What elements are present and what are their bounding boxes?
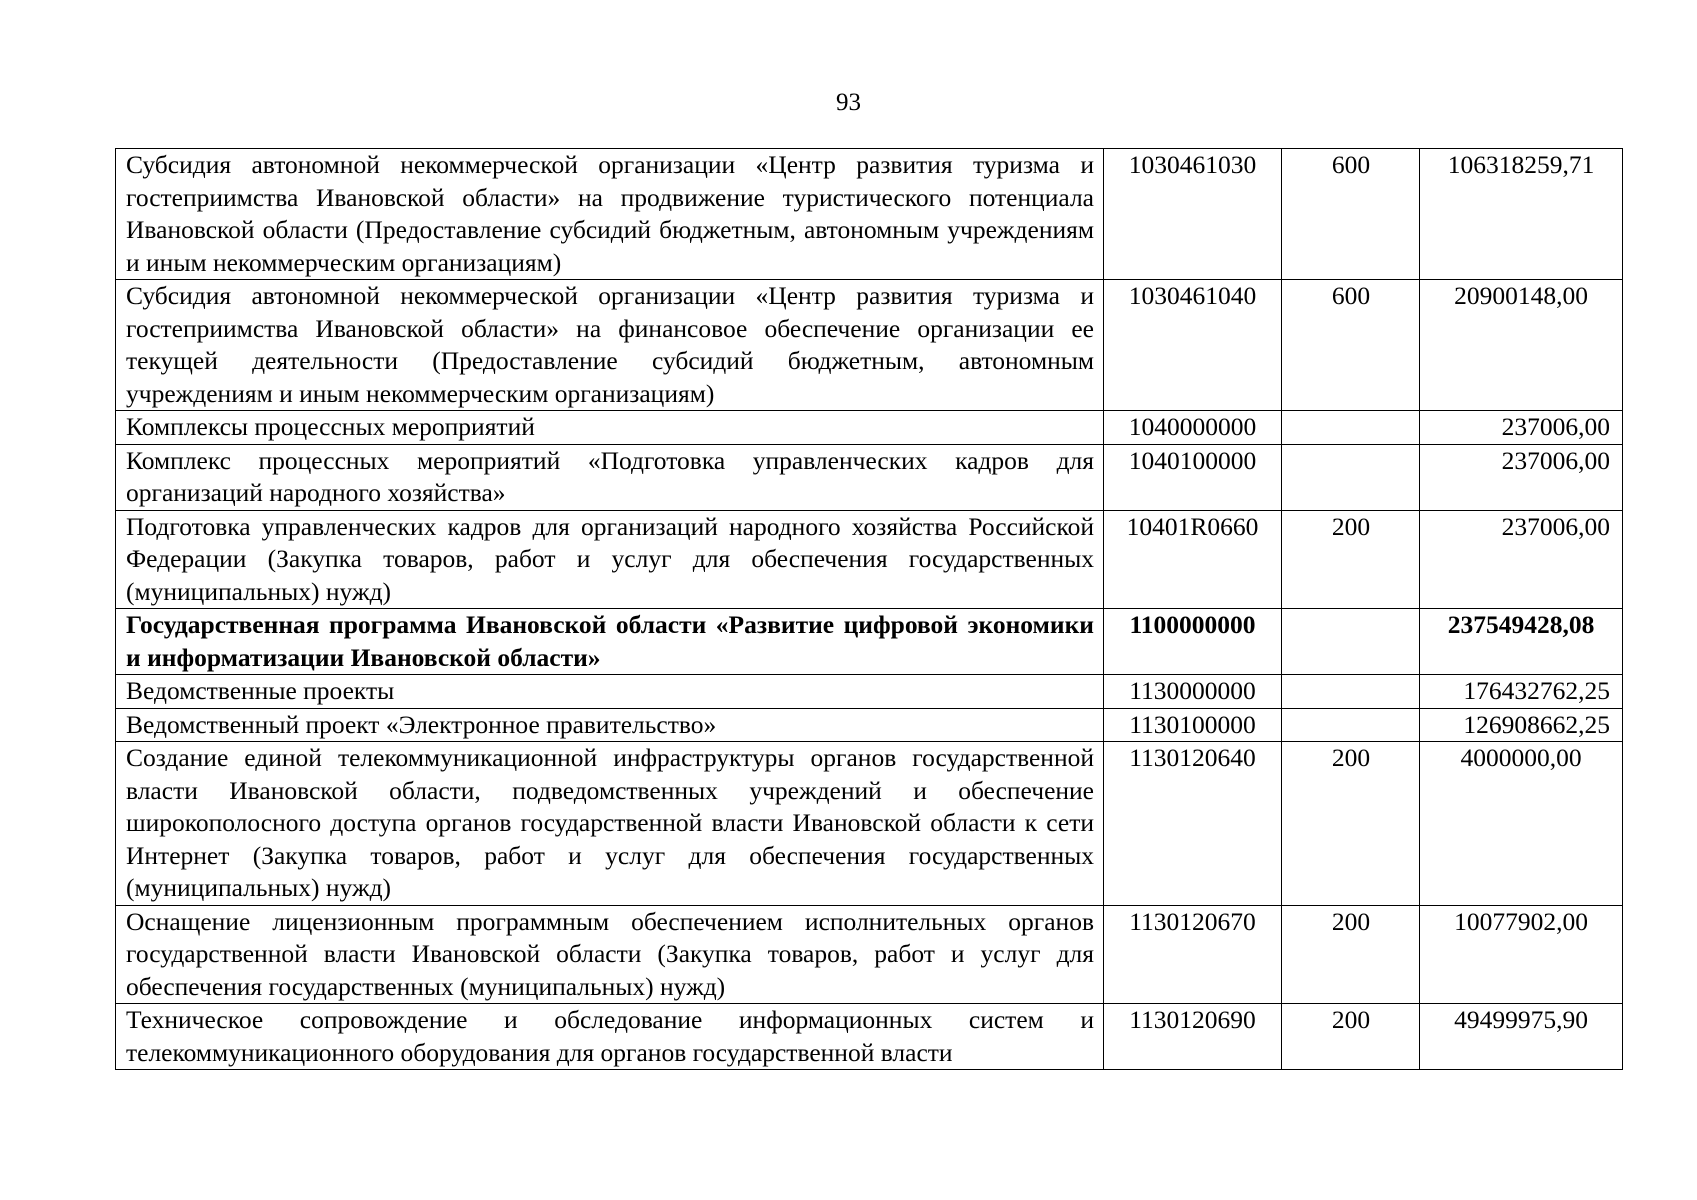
row-code: 1130120670: [1104, 905, 1282, 1004]
row-name: Государственная программа Ивановской области «Развитие цифровой экономики и информатизации Ивановской области»: [116, 609, 1104, 675]
row-expense-type: [1282, 444, 1420, 510]
row-expense-type: [1282, 708, 1420, 742]
row-name: Ведомственные проекты: [116, 675, 1104, 709]
row-code: 1130100000: [1104, 708, 1282, 742]
table-row: [116, 742, 1623, 906]
row-code: 1130000000: [1104, 675, 1282, 709]
row-code: 1040000000: [1104, 411, 1282, 445]
page-number: 93: [836, 89, 861, 116]
row-name: Комплексы процессных мероприятий: [116, 411, 1104, 445]
table-row: [116, 675, 1623, 709]
table-row: [116, 280, 1623, 411]
table-row-program: [116, 609, 1623, 675]
row-name: Создание единой телекоммуникационной инфраструктуры органов государственной власти Ивановской области, подведомственных учреждений и обеспечение широкополосного доступа органов государственной власти Ивановской области к сети Интернет (Закупка товаров, работ и услуг для обеспечения государственных (муниципальных) нужд): [116, 742, 1104, 906]
row-expense-type: 200: [1282, 905, 1420, 1004]
row-expense-type: [1282, 675, 1420, 709]
row-code: 1130120690: [1104, 1004, 1282, 1070]
table-row: [116, 1004, 1623, 1070]
row-code: 1040100000: [1104, 444, 1282, 510]
row-sum: 237006,00: [1420, 411, 1623, 445]
table-row: [116, 510, 1623, 609]
table-row: [116, 905, 1623, 1004]
table-row: [116, 708, 1623, 742]
row-name: Техническое сопровождение и обследование информационных систем и телекоммуникационного оборудования для органов государственной власти: [116, 1004, 1104, 1070]
row-expense-type: 200: [1282, 510, 1420, 609]
row-sum: 237006,00: [1420, 444, 1623, 510]
row-name: Подготовка управленческих кадров для организаций народного хозяйства Российской Федерации (Закупка товаров, работ и услуг для обеспечения государственных (муниципальных) нужд): [116, 510, 1104, 609]
row-code: 1130120640: [1104, 742, 1282, 906]
row-expense-type: 600: [1282, 280, 1420, 411]
row-sum: 237006,00: [1420, 510, 1623, 609]
table-row: [116, 444, 1623, 510]
row-sum: 49499975,90: [1420, 1004, 1623, 1070]
table-row: [116, 411, 1623, 445]
row-sum: 20900148,00: [1420, 280, 1623, 411]
row-sum: 176432762,25: [1420, 675, 1623, 709]
row-name: Субсидия автономной некоммерческой организации «Центр развития туризма и гостеприимства Ивановской области» на финансовое обеспечение организации ее текущей деятельности (Предоставление субсидий бюджетным, автономным учреждениям и иным некоммерческим организациям): [116, 280, 1104, 411]
budget-table: [115, 148, 1623, 1070]
row-code: 1100000000: [1104, 609, 1282, 675]
row-sum: 10077902,00: [1420, 905, 1623, 1004]
row-name: Оснащение лицензионным программным обеспечением исполнительных органов государственной власти Ивановской области (Закупка товаров, работ и услуг для обеспечения государственных (муниципальных) нужд): [116, 905, 1104, 1004]
row-expense-type: [1282, 411, 1420, 445]
row-name: Субсидия автономной некоммерческой организации «Центр развития туризма и гостеприимства Ивановской области» на продвижение туристического потенциала Ивановской области (Предоставление субсидий бюджетным, автономным учреждениям и иным некоммерческим организациям): [116, 149, 1104, 280]
row-sum: 106318259,71: [1420, 149, 1623, 280]
row-code: 1030461040: [1104, 280, 1282, 411]
row-code: 1030461030: [1104, 149, 1282, 280]
row-expense-type: [1282, 609, 1420, 675]
row-expense-type: 200: [1282, 742, 1420, 906]
row-name: Комплекс процессных мероприятий «Подготовка управленческих кадров для организаций народного хозяйства»: [116, 444, 1104, 510]
row-code: 10401R0660: [1104, 510, 1282, 609]
row-expense-type: 600: [1282, 149, 1420, 280]
row-sum: 237549428,08: [1420, 609, 1623, 675]
row-sum: 4000000,00: [1420, 742, 1623, 906]
row-expense-type: 200: [1282, 1004, 1420, 1070]
row-name: Ведомственный проект «Электронное правительство»: [116, 708, 1104, 742]
table-row: [116, 149, 1623, 280]
row-sum: 126908662,25: [1420, 708, 1623, 742]
